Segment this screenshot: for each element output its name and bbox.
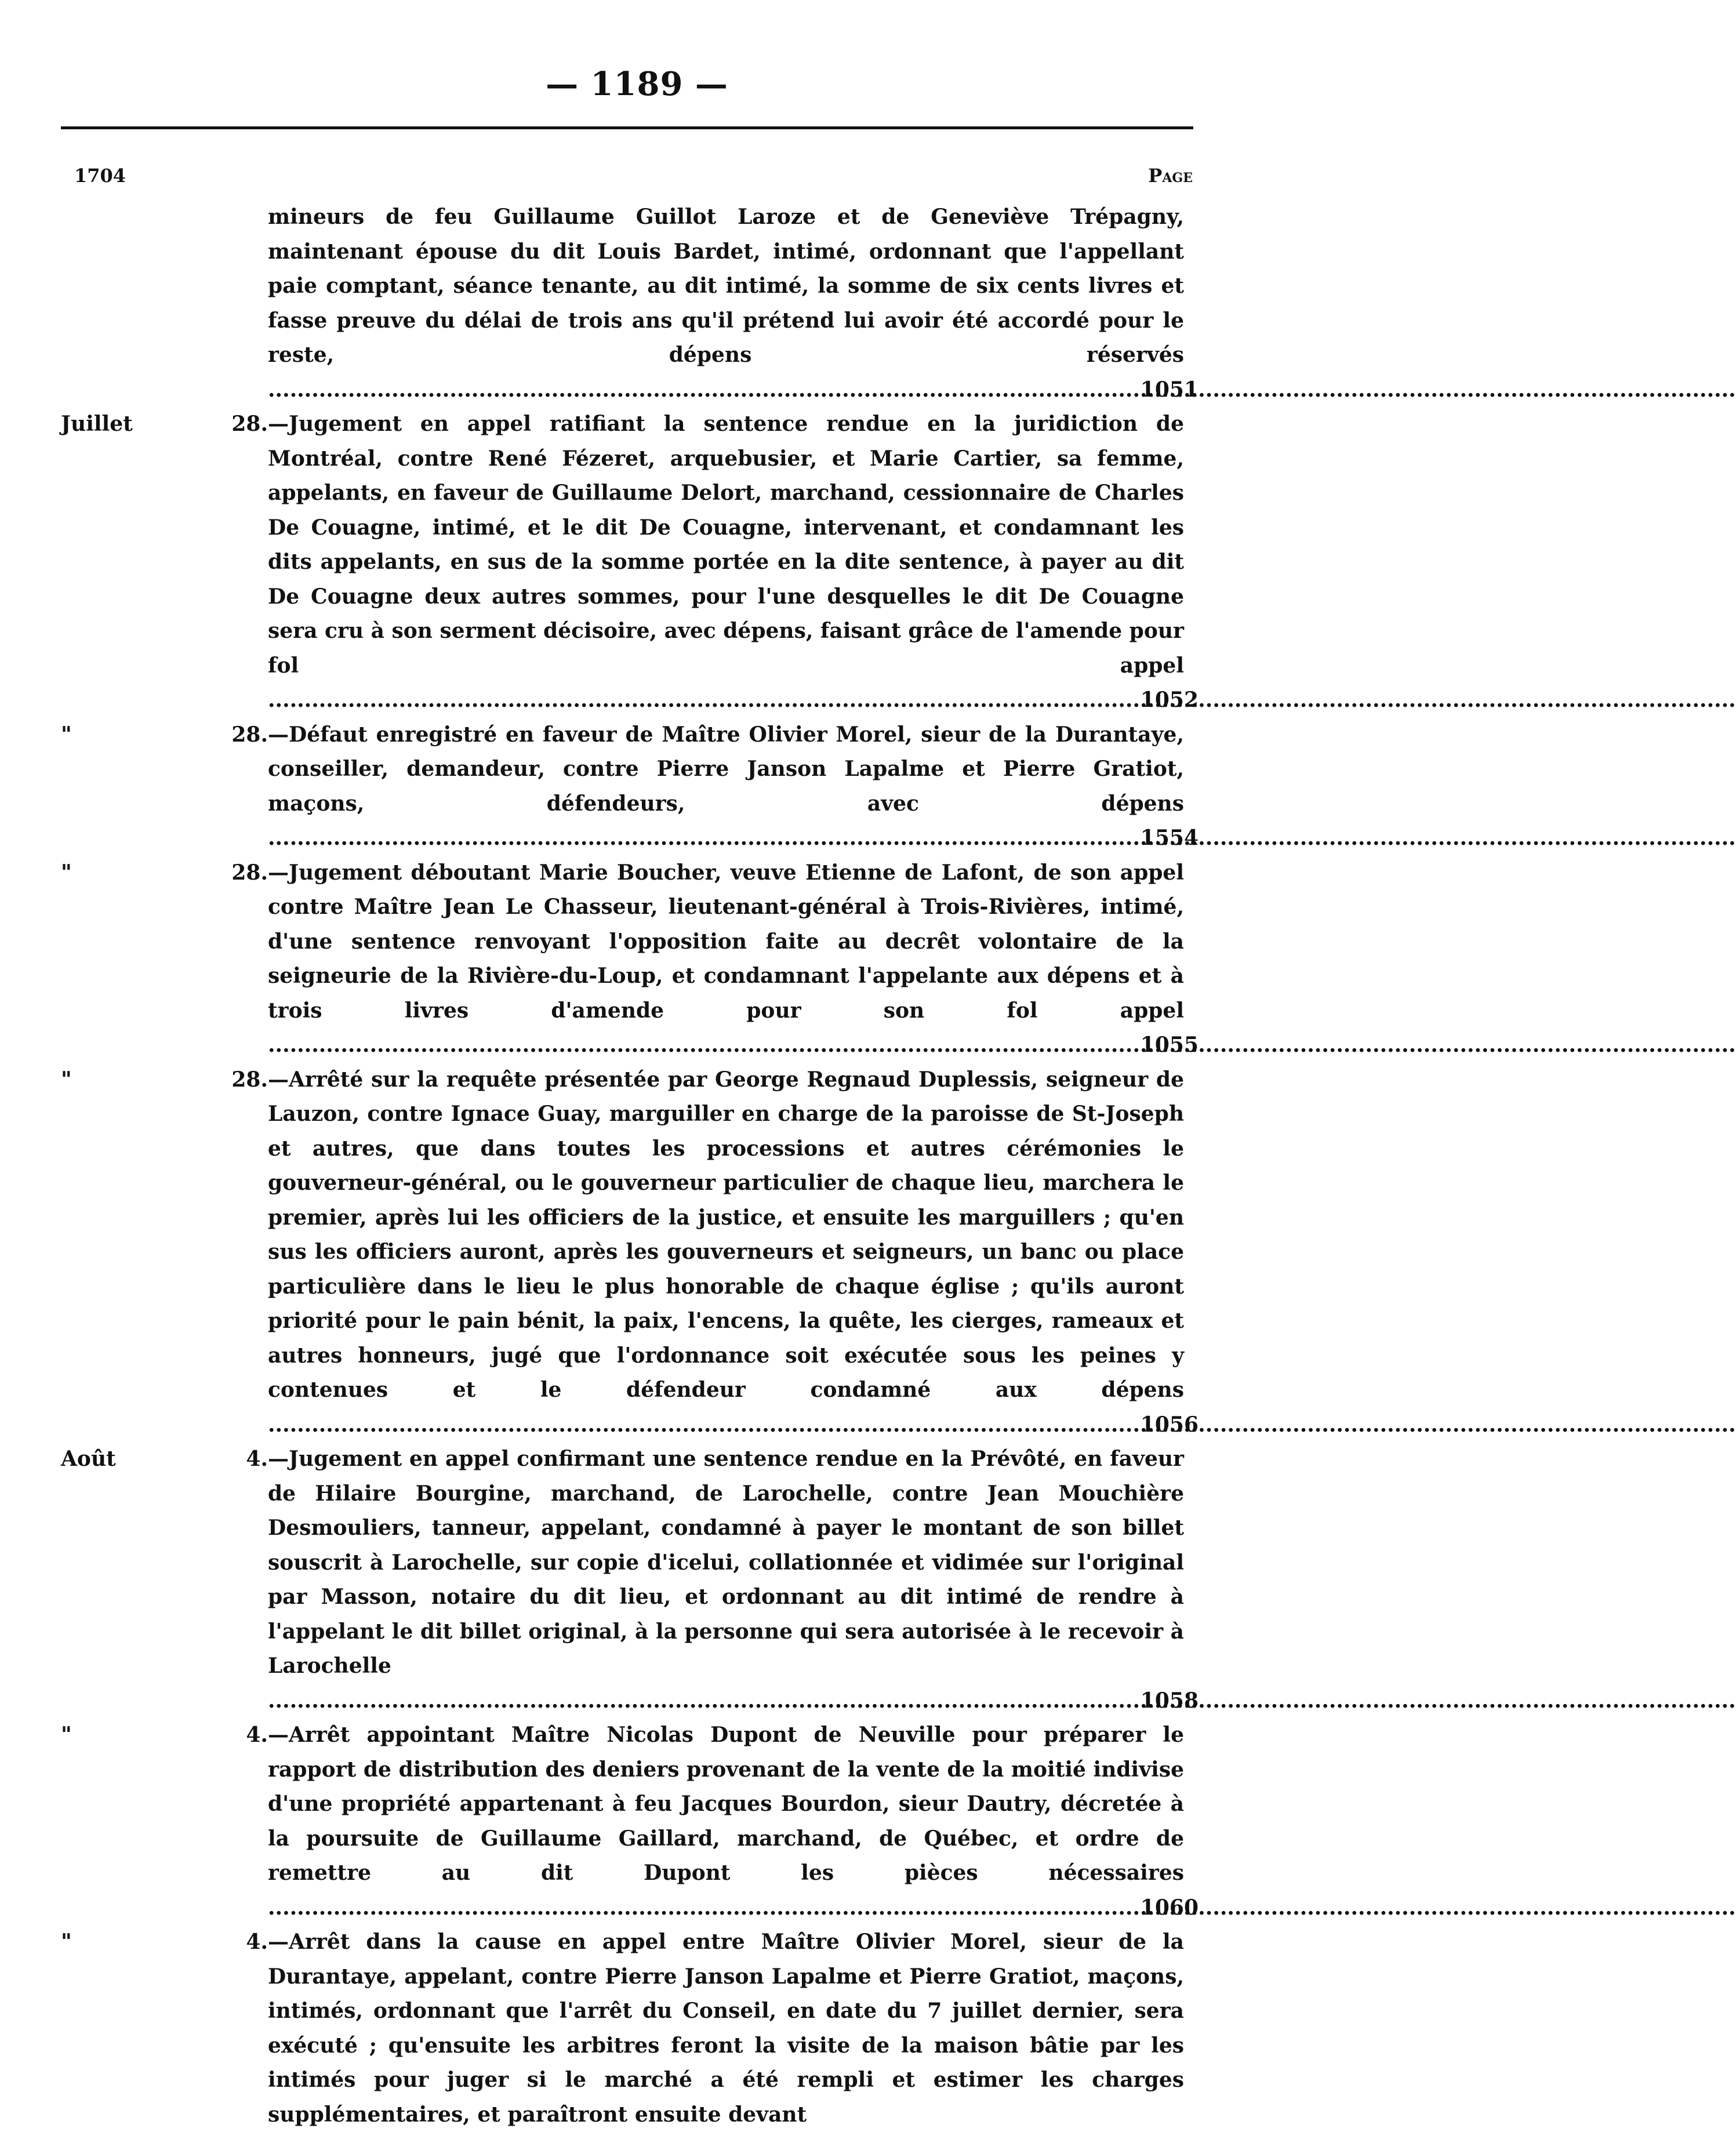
entry-body	[231, 718, 1184, 856]
entry-page-ref: 1554	[1140, 826, 1199, 850]
entry-month: "	[61, 722, 72, 747]
entry-body	[246, 1442, 1184, 1718]
entry-text: —Arrêt appointant Maître Nicolas Dupont de Neuville pour préparer le rapport de distribution des deniers provenant de la vente de la moitié indivise d'une propriété appartenant à feu Jacques Bourdon, sieur Dautry, décretée à la poursuite de Guillaume Gaillard, marchand, de Québec, et ordre de remettre au dit Dupont les pièces nécessaires	[268, 1723, 1184, 1885]
entry-month: "	[61, 1930, 72, 1954]
entry-body	[231, 407, 1184, 718]
entry-month: Août	[61, 1447, 116, 1471]
entry-month: "	[61, 1067, 72, 1092]
list-item	[0, 1442, 1274, 1718]
entry-text: —Jugement en appel confirmant une sentence rendue en la Prévôté, en faveur de Hilaire Bourgine, marchand, de Larochelle, contre Jean Mouchière Desmouliers, tanneur, appelant, condamné à payer le montant de son billet souscrit à Larochelle, sur copie d'icelui, collationnée et vidimée sur l'original par Masson, notaire du dit lieu, et ordonnant au dit intimé de rendre à l'appelant le dit billet original, à la personne qui sera autorisée à le recevoir à Larochelle	[268, 1447, 1184, 1678]
entry-page-ref: 1058	[1140, 1688, 1199, 1713]
entry-month: "	[61, 860, 72, 885]
list-item	[0, 1925, 1274, 2132]
header-rule	[61, 126, 1193, 129]
entry-page-ref: 1060	[1140, 1895, 1199, 1920]
entry-body	[246, 1925, 1184, 2132]
entry-day: 28.	[231, 722, 268, 747]
entry-page-ref: 1051	[1140, 377, 1199, 402]
list-item	[0, 856, 1274, 1063]
entry-day: 4.	[246, 1447, 268, 1471]
entry-page-ref: 1056	[1140, 1412, 1199, 1437]
entry-day: 28.	[231, 412, 268, 436]
entry-text: —Arrêt dans la cause en appel entre Maître Olivier Morel, sieur de la Durantaye, appelant, contre Pierre Janson Lapalme et Pierre Gratiot, maçons, intimés, ordonnant que l'arrêt du Conseil, en date du 7 juillet dernier, sera exécuté ; qu'ensuite les arbitres feront la visite de la maison bâtie par les intimés pour juger si le marché a été rempli et estimer les charges supplémentaires, et paraîtront ensuite devant	[268, 1930, 1184, 2127]
entry-body	[246, 1718, 1184, 1925]
entry-text: —Arrêté sur la requête présentée par George Regnaud Duplessis, seigneur de Lauzon, contre Ignace Guay, marguiller en charge de la paroisse de St-Joseph et autres, que dans toutes les processions et autres cérémonies le gouverneur-général, ou le gouverneur particulier de chaque lieu, marchera le premier, après lui les officiers de la justice, et ensuite les marguillers ; qu'en sus les officiers auront, après les gouverneurs et seigneurs, un banc ou place particulière dans le lieu le plus honorable de chaque église ; qu'ils auront priorité pour le pain bénit, la paix, l'encens, la quête, les cierges, rameaux et autres honneurs, jugé que l'ordonnance soit exécutée sous les peines y contenues et le défendeur condamné aux dépens	[268, 1067, 1184, 1402]
list-item	[0, 1063, 1274, 1443]
entry-day: 28.	[231, 860, 268, 885]
entry-text: —Jugement déboutant Marie Boucher, veuve Etienne de Lafont, de son appel contre Maître Jean Le Chasseur, lieutenant-général à Trois-Rivières, intimé, d'une sentence renvoyant l'opposition faite au decrêt volontaire de la seigneurie de la Rivière-du-Loup, et condamnant l'appelante aux dépens et à trois livres d'amende pour son fol appel	[268, 860, 1184, 1023]
entry-body	[268, 200, 1184, 407]
entry-page-ref: 1055	[1140, 1033, 1199, 1057]
entry-day: 28.	[231, 1067, 268, 1092]
entry-text: mineurs de feu Guillaume Guillot Laroze et de Geneviève Trépagny, maintenant épouse du dit Louis Bardet, intimé, ordonnant que l'appellant paie comptant, séance tenante, au dit intimé, la somme de six cents livres et fasse preuve du délai de trois ans qu'il prétend lui avoir été accordé pour le reste, dépens réservés	[268, 205, 1184, 367]
entry-month: "	[61, 1723, 72, 1747]
entry-month: Juillet	[61, 412, 133, 436]
entries-list	[0, 200, 1274, 2132]
entry-text: —Jugement en appel ratifiant la sentence rendue en la juridiction de Montréal, contre René Fézeret, arquebusier, et Marie Cartier, sa femme, appelants, en faveur de Guillaume Delort, marchand, cessionnaire de Charles De Couagne, intimé, et le dit De Couagne, intervenant, et condamnant les dits appelants, en sus de la somme portée en la dite sentence, à payer au dit De Couagne deux autres sommes, pour l'une desquelles le dit De Couagne sera cru à son serment décisoire, avec dépens, faisant grâce de l'amende pour fol appel	[268, 412, 1184, 678]
entry-day: 4.	[246, 1930, 268, 1954]
list-item	[0, 718, 1274, 856]
list-item	[0, 407, 1274, 718]
entry-text: —Défaut enregistré en faveur de Maître Olivier Morel, sieur de la Durantaye, conseiller, demandeur, contre Pierre Janson Lapalme et Pierre Gratiot, maçons, défendeurs, avec dépens	[268, 722, 1184, 816]
page-column-header: Page	[1148, 165, 1193, 187]
entry-body	[231, 1063, 1184, 1443]
list-item	[0, 200, 1274, 407]
entry-body	[231, 856, 1184, 1063]
list-item	[0, 1718, 1274, 1925]
page-number: — 1189 —	[546, 65, 728, 103]
entry-day: 4.	[246, 1723, 268, 1747]
entry-page-ref: 1052	[1140, 688, 1199, 712]
year-label: 1704	[74, 165, 126, 187]
